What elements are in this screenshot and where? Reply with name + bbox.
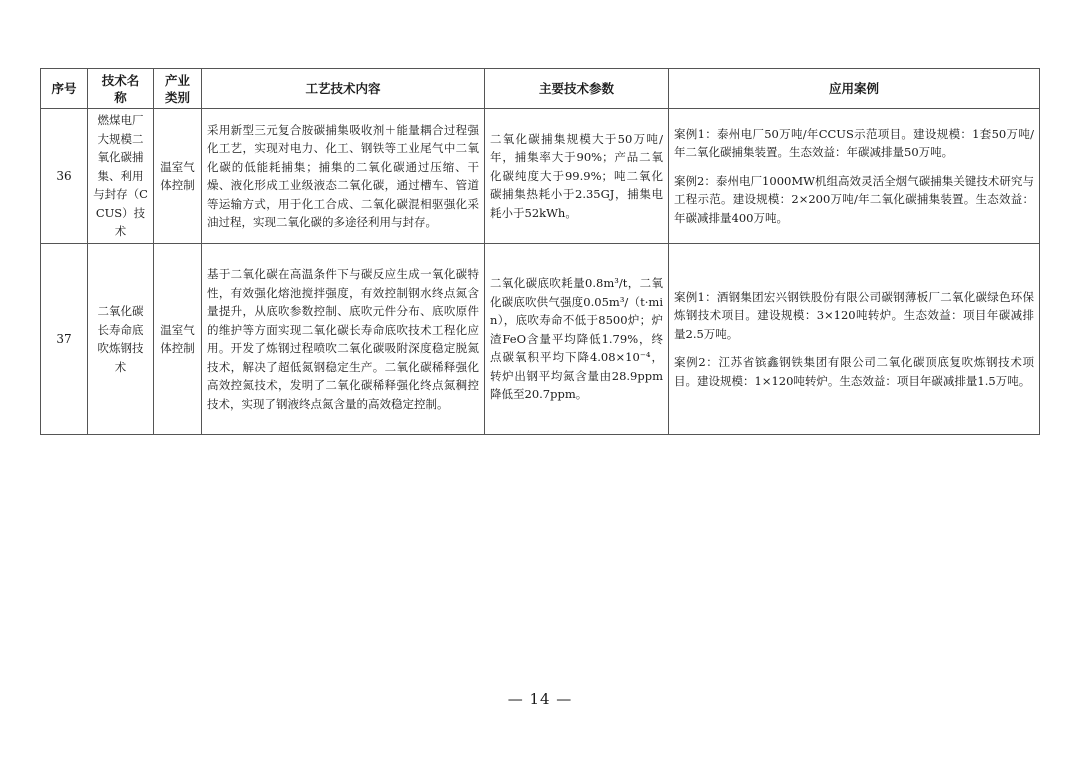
tech-name: 二氧化碳长寿命底吹炼钢技术 <box>97 304 144 374</box>
category-cell <box>154 109 202 244</box>
technology-table <box>40 68 1040 435</box>
tech-name-cell <box>88 109 154 244</box>
category-cell <box>154 244 202 435</box>
header-cases: 应用案例 <box>669 69 1040 109</box>
tech-params: 二氧化碳捕集规模大于50万吨/年，捕集率大于90%；产品二氧化碳纯度大于99.9%；吨二氧化碳捕集热耗小于2.35GJ，捕集电耗小于52kWh。 <box>490 131 663 220</box>
case-2: 案例2：泰州电厂1000MW机组高效灵活全烟气碳捕集关键技术研究与工程示范。建设规模：2×200万吨/年二氧化碳捕集装置。生态效益：年碳减排量400万吨。 <box>674 173 1034 225</box>
row-number: 36 <box>41 109 88 244</box>
header-name: 技术名称 <box>88 69 154 109</box>
header-params: 主要技术参数 <box>485 69 669 109</box>
row-number: 37 <box>41 244 88 435</box>
table-row <box>41 109 1040 244</box>
content-cell <box>202 244 485 435</box>
tech-name: 燃煤电厂大规模二氧化碳捕集、利用与封存（CCUS）技术 <box>93 113 148 239</box>
table-row <box>41 244 1040 435</box>
case-2: 案例2：江苏省镔鑫钢铁集团有限公司二氧化碳顶底复吹炼钢技术项目。建设规模：1×120吨转炉。生态效益：项目年碳减排量1.5万吨。 <box>674 355 1034 388</box>
cases-cell <box>669 244 1040 435</box>
process-content: 采用新型三元复合胺碳捕集吸收剂＋能量耦合过程强化工艺，实现对电力、化工、钢铁等工业尾气中二氧化碳的低能耗捕集；捕集的二氧化碳通过压缩、干燥、液化形成工业级液态二氧化碳，通过槽车、管道等运输方式，用于化工合成、二氧化碳混相驱强化采油过程，实现二氧化碳的多途径利用与封存。 <box>207 122 479 229</box>
category: 温室气体控制 <box>160 322 195 355</box>
case-1: 案例1：泰州电厂50万吨/年CCUS示范项目。建设规模：1套50万吨/年二氧化碳捕集装置。生态效益：年碳减排量50万吨。 <box>674 126 1034 160</box>
header-no: 序号 <box>41 69 88 109</box>
process-content: 基于二氧化碳在高温条件下与碳反应生成一氧化碳特性，有效强化熔池搅拌强度，有效控制钢水终点氮含量提升，从底吹参数控制、底吹元件分布、底吹原件的维护等方面实现二氧化碳长寿命底吹技术工程化应用。开发了炼钢过程喷吹二氧化碳吸附深度稳定脱氮技术，解决了超低氮钢稳定生产。二氧化碳稀释强化高效控氮技术，发明了二氧化碳稀释强化终点氮稠控技术，实现了钢液终点氮含量的高效稳定控制。 <box>207 267 479 411</box>
header-category: 产业类别 <box>154 69 202 109</box>
category: 温室气体控制 <box>160 159 195 192</box>
tech-params: 二氧化碳底吹耗量0.8m³/t，二氧化碳底吹供气强度0.05m³/（t·min），底吹寿命不低于8500炉；炉渣FeO含量平均降低1.79%，终点碳氧积平均下降4.08×10⁻⁴，转炉出钢平均氮含量由28.9ppm降低至20.7ppm。 <box>490 276 663 402</box>
content-cell <box>202 109 485 244</box>
case-1: 案例1：酒钢集团宏兴钢铁股份有限公司碳钢薄板厂二氧化碳绿色环保炼钢技术项目。建设规模：3×120吨转炉。生态效益：项目年碳减排量2.5万吨。 <box>674 289 1034 341</box>
header-content: 工艺技术内容 <box>202 69 485 109</box>
params-cell <box>485 244 669 435</box>
table-header-row <box>41 69 1040 109</box>
tech-name-cell <box>88 244 154 435</box>
params-cell <box>485 109 669 244</box>
page-number: — 14 — <box>507 690 573 708</box>
cases-cell <box>669 109 1040 244</box>
